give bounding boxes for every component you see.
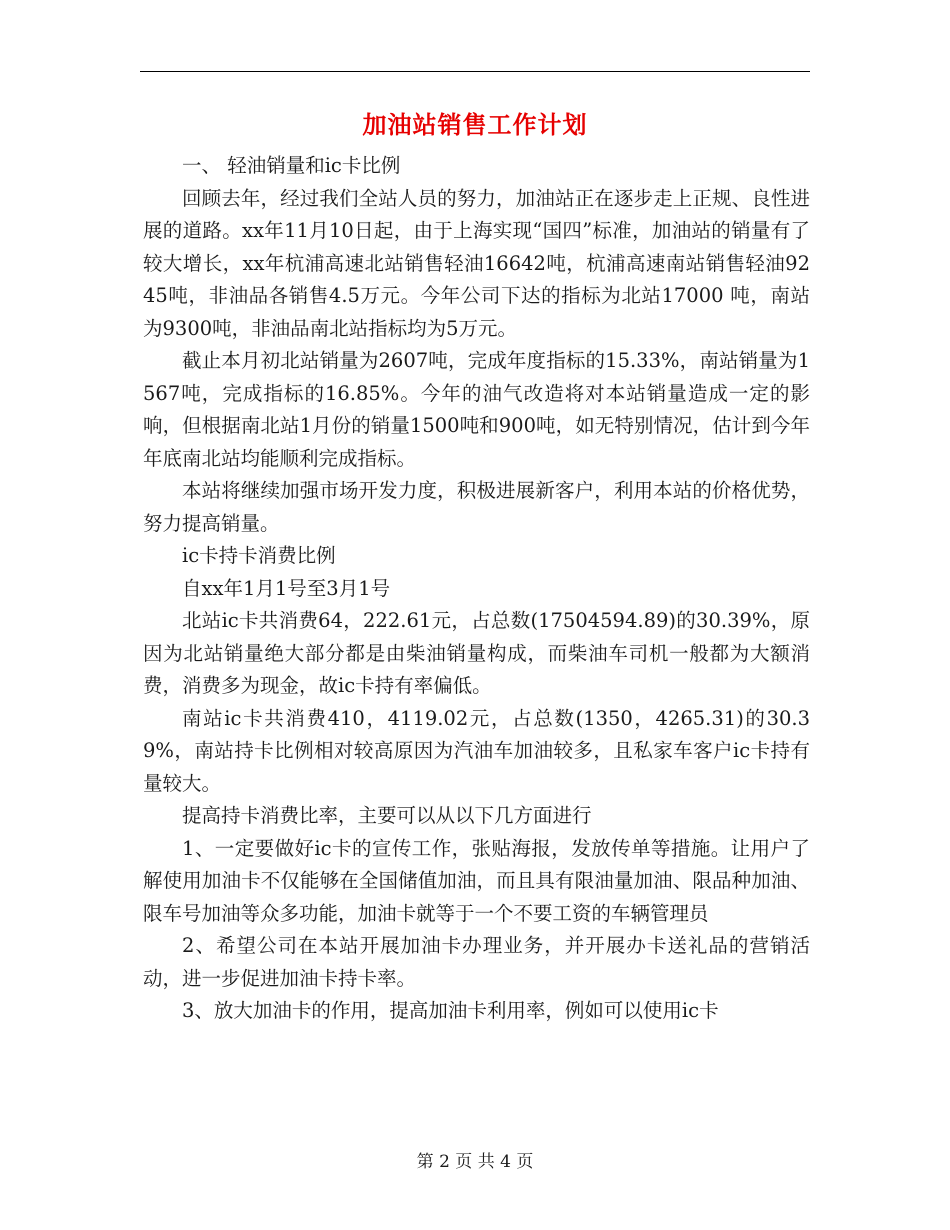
- paragraph: 回顾去年，经过我们全站人员的努力，加油站正在逐步走上正规、良性进展的道路。xx年11月10日起，由于上海实现“国四”标准，加油站的销量有了较大增长，xx年杭浦高速北站销售轻油16642吨，杭浦高速南站销售轻油9245吨，非油品各销售4.5万元。今年公司下达的指标为北站17000 吨，南站为9300吨，非油品南北站指标均为5万元。: [143, 186, 810, 340]
- document-body: [143, 150, 810, 1028]
- paragraph: 一、 轻油销量和ic卡比例: [182, 154, 401, 177]
- paragraph: 北站ic卡共消费64，222.61元，占总数(17504594.89)的30.39%，原因为北站销量绝大部分都是由柴油销量构成，而柴油车司机一般都为大额消费，消费多为现金，故ic卡持有率偏低。: [143, 609, 810, 697]
- paragraph: 自xx年1月1号至3月1号: [182, 576, 391, 600]
- paragraph: 本站将继续加强市场开发力度，积极进展新客户，利用本站的价格优势，努力提高销量。: [143, 479, 810, 535]
- paragraph: 提高持卡消费比率，主要可以从以下几方面进行: [182, 804, 592, 827]
- paragraph: ic卡持卡消费比例: [182, 544, 336, 567]
- paragraph: 1、一定要做好ic卡的宣传工作，张贴海报，发放传单等措施。让用户了解使用加油卡不仅能够在全国储值加油，而且具有限油量加油、限品种加油、限车号加油等众多功能，加油卡就等于一个不要工资的车辆管理员: [143, 836, 810, 925]
- header-rule: [140, 71, 810, 72]
- document-title: 加油站销售工作计划: [362, 110, 588, 139]
- paragraph: 截止本月初北站销量为2607吨，完成年度指标的15.33%，南站销量为1567吨，完成指标的16.85%。今年的油气改造将对本站销量造成一定的影响，但根据南北站1月份的销量1500吨和900吨，如无特别情况，估计到今年年底南北站均能顺利完成指标。: [143, 349, 810, 470]
- paragraph: 南站ic卡共消费410，4119.02元，占总数(1350，4265.31)的30.39%，南站持卡比例相对较高原因为汽油车加油较多，且私家车客户ic卡持有量较大。: [143, 706, 810, 795]
- page-number: 第 2 页 共 4 页: [416, 1152, 534, 1172]
- paragraph: 2、希望公司在本站开展加油卡办理业务，并开展办卡送礼品的营销活动，进一步促进加油卡持卡率。: [143, 934, 810, 990]
- paragraph: 3、放大加油卡的作用，提高加油卡利用率，例如可以使用ic卡: [182, 999, 719, 1022]
